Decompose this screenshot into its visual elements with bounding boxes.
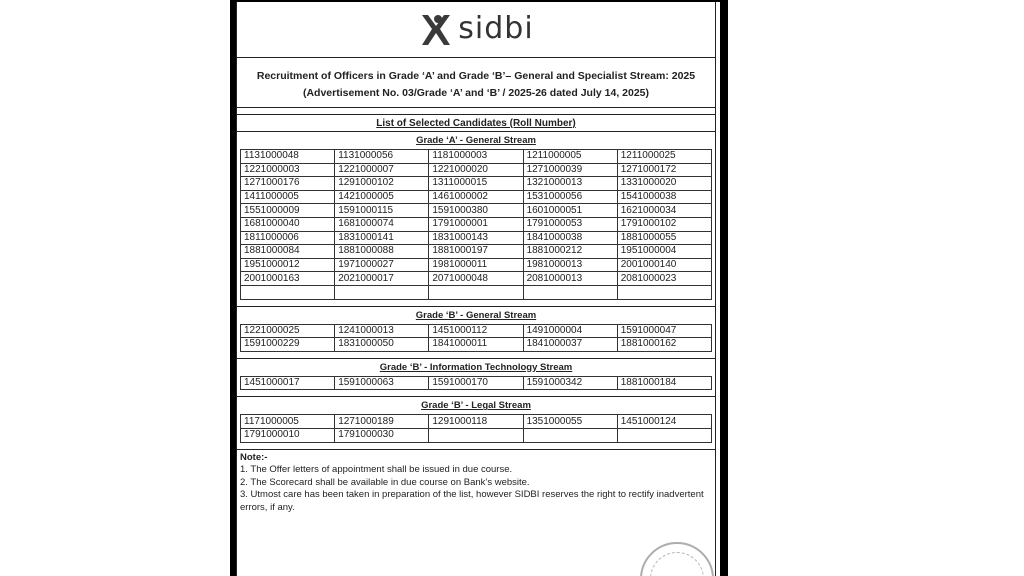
roll-number-cell: 1321000013 (523, 177, 617, 191)
table-row (241, 415, 712, 429)
notes-section (237, 450, 715, 517)
roll-number-cell: 1311000015 (429, 177, 523, 191)
table-row (241, 428, 712, 442)
roll-number-cell: 1881000084 (241, 245, 335, 259)
roll-number-cell: 1811000006 (241, 231, 335, 245)
roll-number-cell: 1831000143 (429, 231, 523, 245)
document-page (236, 2, 720, 576)
document-header (237, 58, 715, 108)
roll-number-cell: 1601000051 (523, 204, 617, 218)
table-row (241, 324, 712, 338)
roll-number-cell: 1211000005 (523, 150, 617, 164)
roll-number-cell: 1131000048 (241, 150, 335, 164)
table-row (241, 258, 712, 272)
roll-number-cell: 1681000040 (241, 217, 335, 231)
note-item: 2. The Scorecard shall be available in due course on Bank’s website. (240, 476, 530, 488)
roll-number-table (240, 324, 712, 352)
section-spacer (240, 390, 712, 396)
roll-number-cell: 1591000063 (335, 376, 429, 390)
roll-number-cell: 1331000020 (617, 177, 711, 191)
roll-number-cell: 1241000013 (335, 324, 429, 338)
roll-number-cell (617, 428, 711, 442)
section-spacer (240, 443, 712, 449)
roll-number-cell: 1271000172 (617, 163, 711, 177)
roll-number-cell: 1881000162 (617, 338, 711, 352)
roll-number-cell: 1211000025 (617, 150, 711, 164)
roll-number-table (240, 376, 712, 391)
roll-number-cell: 1531000056 (523, 190, 617, 204)
roll-number-cell: 1221000003 (241, 163, 335, 177)
roll-number-cell: 2001000140 (617, 258, 711, 272)
roll-number-cell: 1981000011 (429, 258, 523, 272)
roll-number-cell (429, 428, 523, 442)
roll-number-cell: 1131000056 (335, 150, 429, 164)
note-item: 3. Utmost care has been taken in preparation of the list, however SIDBI reserves the right to rectify inadvertent errors, if any. (240, 489, 704, 513)
table-row (241, 204, 712, 218)
roll-number-cell: 1591000047 (617, 324, 711, 338)
roll-number-cell: 1981000013 (523, 258, 617, 272)
table-row (241, 217, 712, 231)
roll-number-cell: 1491000004 (523, 324, 617, 338)
roll-number-cell: 1881000212 (523, 245, 617, 259)
left-margin (0, 0, 232, 576)
roll-number-cell: 1591000229 (241, 338, 335, 352)
roll-number-cell: 1291000118 (429, 415, 523, 429)
roll-number-cell: 1271000039 (523, 163, 617, 177)
roll-number-cell: 1541000038 (617, 190, 711, 204)
roll-number-cell: 1831000141 (335, 231, 429, 245)
section-title: Grade ‘B’ - General Stream (415, 309, 537, 321)
roll-number-cell: 1451000112 (429, 324, 523, 338)
table-row (241, 190, 712, 204)
note-item: 1. The Offer letters of appointment shall be issued in due course. (240, 464, 513, 475)
roll-number-cell: 1591000380 (429, 204, 523, 218)
roll-number-cell: 1951000012 (241, 258, 335, 272)
roll-number-cell: 1291000102 (335, 177, 429, 191)
table-row (241, 272, 712, 286)
header-title: Recruitment of Officers in Grade ‘A’ and Grade ‘B’– General and Specialist Stream: 2025 (256, 70, 696, 82)
roll-number-cell: 1881000184 (617, 376, 711, 390)
roll-number-cell: 1881000088 (335, 245, 429, 259)
right-margin (726, 0, 1024, 576)
table-row (241, 245, 712, 259)
section-title: Grade ‘B’ - Information Technology Stream (379, 361, 573, 373)
roll-number-cell: 1681000074 (335, 217, 429, 231)
roll-number-cell: 2081000023 (617, 272, 711, 286)
roll-section (237, 397, 715, 449)
roll-number-cell: 1591000170 (429, 376, 523, 390)
roll-number-cell: 1791000102 (617, 217, 711, 231)
roll-section (237, 307, 715, 359)
table-row-empty (241, 285, 712, 299)
roll-number-cell: 1591000115 (335, 204, 429, 218)
notes-heading: Note:- (240, 451, 268, 463)
roll-number-cell: 1421000005 (335, 190, 429, 204)
roll-number-cell: 1791000010 (241, 428, 335, 442)
roll-number-cell: 1951000004 (617, 245, 711, 259)
roll-number-cell: 1841000011 (429, 338, 523, 352)
roll-number-cell: 1881000197 (429, 245, 523, 259)
roll-number-table (240, 149, 712, 300)
roll-number-cell: 1451000017 (241, 376, 335, 390)
roll-number-cell: 1551000009 (241, 204, 335, 218)
roll-section (237, 132, 715, 307)
roll-number-cell: 2021000017 (335, 272, 429, 286)
roll-number-cell (523, 428, 617, 442)
table-row (241, 376, 712, 390)
roll-number-cell: 1181000003 (429, 150, 523, 164)
roll-number-cell: 1221000020 (429, 163, 523, 177)
empty-cell (335, 285, 429, 299)
table-row (241, 177, 712, 191)
section-spacer (240, 352, 712, 358)
empty-cell (617, 285, 711, 299)
table-row (241, 150, 712, 164)
roll-number-cell: 1591000342 (523, 376, 617, 390)
empty-cell (523, 285, 617, 299)
section-title: Grade ‘B’ - Legal Stream (421, 400, 531, 412)
roll-number-cell: 1351000055 (523, 415, 617, 429)
roll-number-cell: 1791000030 (335, 428, 429, 442)
empty-cell (241, 285, 335, 299)
sidbi-logo (237, 2, 715, 58)
roll-number-cell: 1791000001 (429, 217, 523, 231)
roll-number-cell: 1271000189 (335, 415, 429, 429)
document-content (236, 2, 716, 576)
roll-number-cell: 2081000013 (523, 272, 617, 286)
roll-number-cell: 1971000027 (335, 258, 429, 272)
empty-cell (429, 285, 523, 299)
roll-section (237, 359, 715, 398)
roll-number-cell: 1461000002 (429, 190, 523, 204)
roll-number-cell: 1621000034 (617, 204, 711, 218)
roll-number-cell: 1271000176 (241, 177, 335, 191)
sections-container (237, 132, 715, 450)
table-row (241, 231, 712, 245)
logo-text: sidbi (458, 11, 534, 46)
roll-number-cell: 1791000053 (523, 217, 617, 231)
sidbi-logo-icon (418, 11, 454, 49)
roll-number-cell: 1841000038 (523, 231, 617, 245)
section-spacer (240, 300, 712, 306)
table-row (241, 338, 712, 352)
roll-number-cell: 1221000007 (335, 163, 429, 177)
header-subtitle: (Advertisement No. 03/Grade ‘A’ and ‘B’ / 2025-26 dated July 14, 2025) (302, 87, 650, 99)
roll-number-cell: 1171000005 (241, 415, 335, 429)
roll-number-table (240, 414, 712, 442)
spacer (237, 108, 715, 115)
list-title: List of Selected Candidates (Roll Number) (237, 115, 715, 132)
roll-number-cell: 1411000005 (241, 190, 335, 204)
roll-number-cell: 1881000055 (617, 231, 711, 245)
roll-number-cell: 1451000124 (617, 415, 711, 429)
roll-number-cell: 1841000037 (523, 338, 617, 352)
roll-number-cell: 1221000025 (241, 324, 335, 338)
roll-number-cell: 1831000050 (335, 338, 429, 352)
table-row (241, 163, 712, 177)
roll-number-cell: 2001000163 (241, 272, 335, 286)
roll-number-cell: 2071000048 (429, 272, 523, 286)
section-title: Grade ‘A’ - General Stream (416, 135, 536, 146)
